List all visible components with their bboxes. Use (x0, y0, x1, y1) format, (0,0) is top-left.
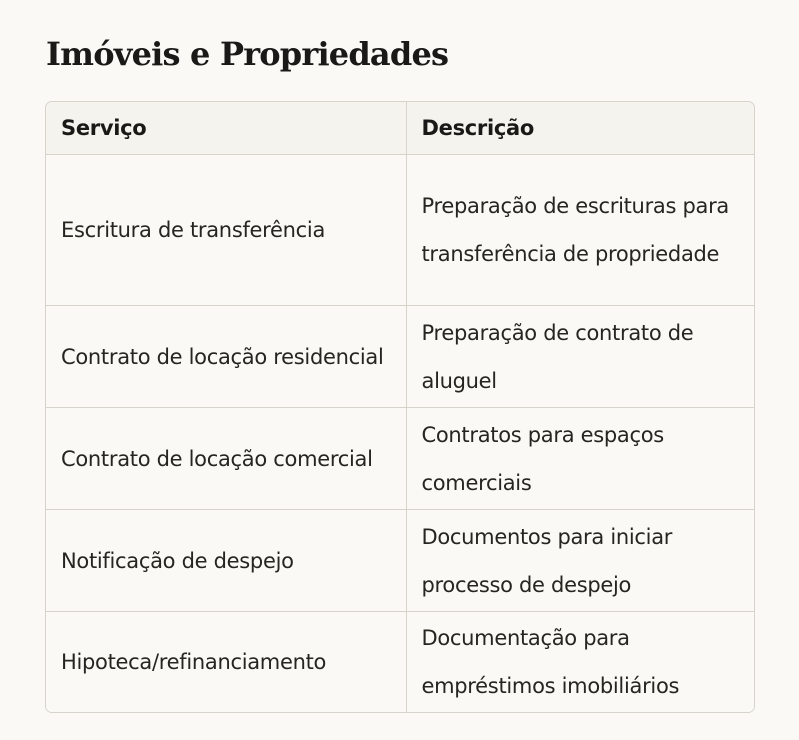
column-header-service: Serviço (46, 102, 406, 155)
service-cell: Notificação de despejo (46, 510, 406, 612)
service-cell: Hipoteca/refinanciamento (46, 612, 406, 713)
table-row (46, 155, 754, 306)
description-cell: Documentação para empréstimos imobiliários (406, 612, 754, 713)
services-table (46, 102, 754, 712)
services-table-container (45, 101, 755, 713)
description-cell: Preparação de escrituras para transferência de propriedade (406, 155, 754, 306)
service-cell: Contrato de locação residencial (46, 306, 406, 408)
description-cell: Preparação de contrato de aluguel (406, 306, 754, 408)
table-header-row (46, 102, 754, 155)
service-cell: Contrato de locação comercial (46, 408, 406, 510)
description-cell: Documentos para iniciar processo de despejo (406, 510, 754, 612)
table-row (46, 612, 754, 713)
table-row (46, 408, 754, 510)
column-header-description: Descrição (406, 102, 754, 155)
page-title: Imóveis e Propriedades (46, 35, 449, 73)
service-cell: Escritura de transferência (46, 155, 406, 306)
table-row (46, 510, 754, 612)
table-row (46, 306, 754, 408)
description-cell: Contratos para espaços comerciais (406, 408, 754, 510)
